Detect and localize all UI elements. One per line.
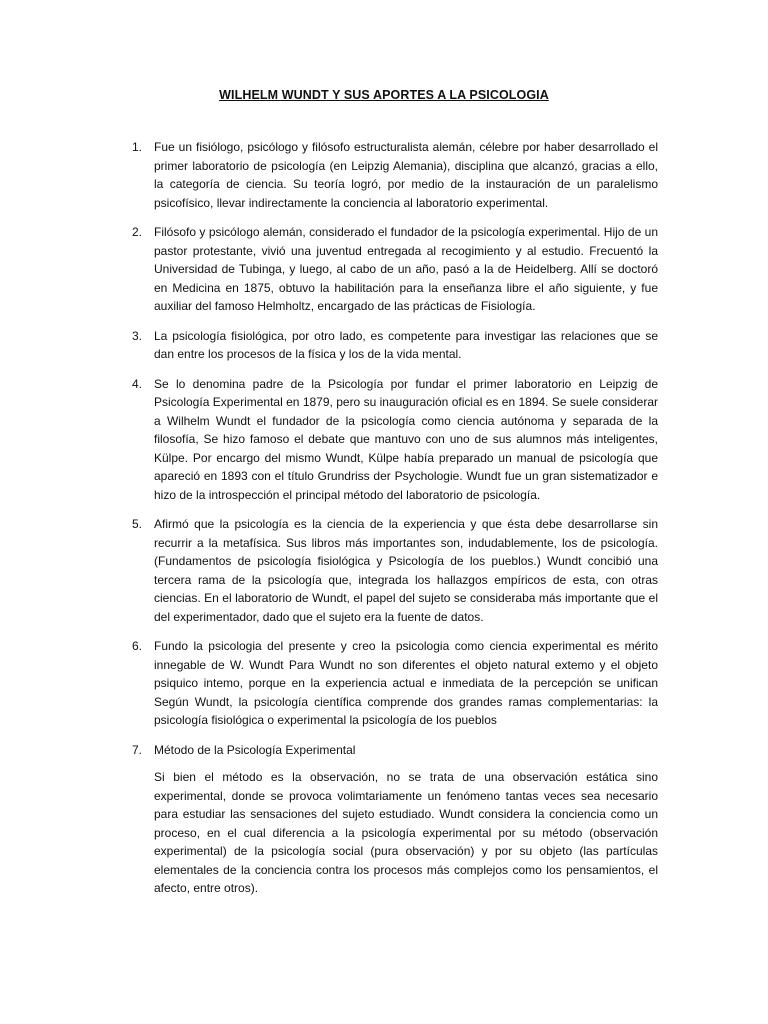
list-item — [132, 223, 658, 316]
list-number: 2. — [132, 225, 143, 239]
list-item — [132, 138, 658, 212]
list-item — [132, 375, 658, 505]
list-number: 1. — [132, 140, 143, 154]
list-number: 5. — [132, 517, 143, 531]
list-item-text: Fue un fisiólogo, psicólogo y filósofo estructuralista alemán, célebre por haber desarrollado el primer laboratorio de psicología (en Leipzig Alemania), disciplina que alcanzó, gracias a ello, la categoría de ciencia. Su teoría logró, por medio de la instauración de un paralelismo psicofísico, llevar indirectamente la conciencia al laboratorio experimental. — [154, 140, 658, 210]
list-item — [132, 637, 658, 730]
list-item — [132, 327, 658, 364]
list-item — [132, 741, 658, 898]
list-number: 3. — [132, 328, 143, 343]
list-item-text: Afirmó que la psicología es la ciencia de la experiencia y que ésta debe desarrollarse sin recurrir a la metafísica. Sus libros más importantes son, indudablemente, los de psicología. (Fundamentos de psicología fisiológica y Psicología de los pueblos.) Wundt concibió una tercera rama de la psicología que, integrada los hallazgos empíricos de esta, con otras ciencias. En el laboratorio de Wundt, el papel del sujeto se consideraba más importante que el del experimentador, dado que el sujeto era la fuente de datos. — [154, 517, 658, 624]
document-title: WILHELM WUNDT Y SUS APORTES A LA PSICOLOGIA — [219, 88, 549, 102]
list-item-heading: Método de la Psicología Experimental — [154, 742, 356, 757]
list-item-text: La psicología fisiológica, por otro lado, es competente para investigar las relaciones que se dan entre los procesos de la física y los de la vida mental. — [154, 328, 658, 361]
list-number: 4. — [132, 376, 143, 391]
list-number: 6. — [132, 639, 143, 653]
list-item-text: Filósofo y psicólogo alemán, considerado el fundador de la psicología experimental. Hijo de un pastor protestante, vivió una juventud entregada al recogimiento y al estudio. Frecuentó la Universidad de Tubinga, y luego, al cabo de un año, pasó a la de Heidelberg. Allí se doctoró en Medicina en 1875, obtuvo la habilitación para la enseñanza libre el año siguiente, y fue auxiliar del famoso Helmholtz, encargado de las prácticas de Fisiología. — [154, 225, 658, 313]
list-item-text: Se lo denomina padre de la Psicología por fundar el primer laboratorio en Leipzig de Psicología Experimental en 1879, pero su inauguración oficial es en 1894. Se suele considerar a Wilhelm Wundt el fundador de la psicología como ciencia autónoma y separada de la filosofía, Se hizo famoso el debate que mantuvo con uno de sus alumnos más inteligentes, Külpe. Por encargo del mismo Wundt, Külpe había preparado un manual de psicología que apareció en 1893 con el título Grundriss der Psychologie. Wundt fue un gran sistematizador e hizo de la introspección el principal método del laboratorio de psicología. — [154, 376, 658, 502]
list-item-paragraph: Si bien el método es la observación, no se trata de una observación estática sino experimental, donde se provoca volimtariamente un fenómeno tantas veces sea necesario para estudiar las sensaciones del sujeto estudiado. Wundt considera la conciencia como un proceso, en el cual diferencia a la psicología experimental por su método (observación experimental) de la psicología social (pura observación) y por su objeto (las partículas elementales de la conciencia contra los procesos más complejos como los pensamientos, el afecto, entre otros). — [154, 770, 658, 895]
list-item-text: Fundo la psicologia del presente y creo la psicologia como ciencia experimental es mérito innegable de W. Wundt Para Wundt no son diferentes el objeto natural extemo y el objeto psiquico intemo, porque en la experiencia actual e inmediata de la percepción se unifican Según Wundt, la psicología científica comprende dos grandes ramas complementarias: la psicología fisiológica o experimental la psicología de los pueblos — [154, 639, 658, 727]
list-number: 7. — [132, 742, 143, 757]
numbered-list — [132, 138, 658, 909]
list-item — [132, 515, 658, 626]
